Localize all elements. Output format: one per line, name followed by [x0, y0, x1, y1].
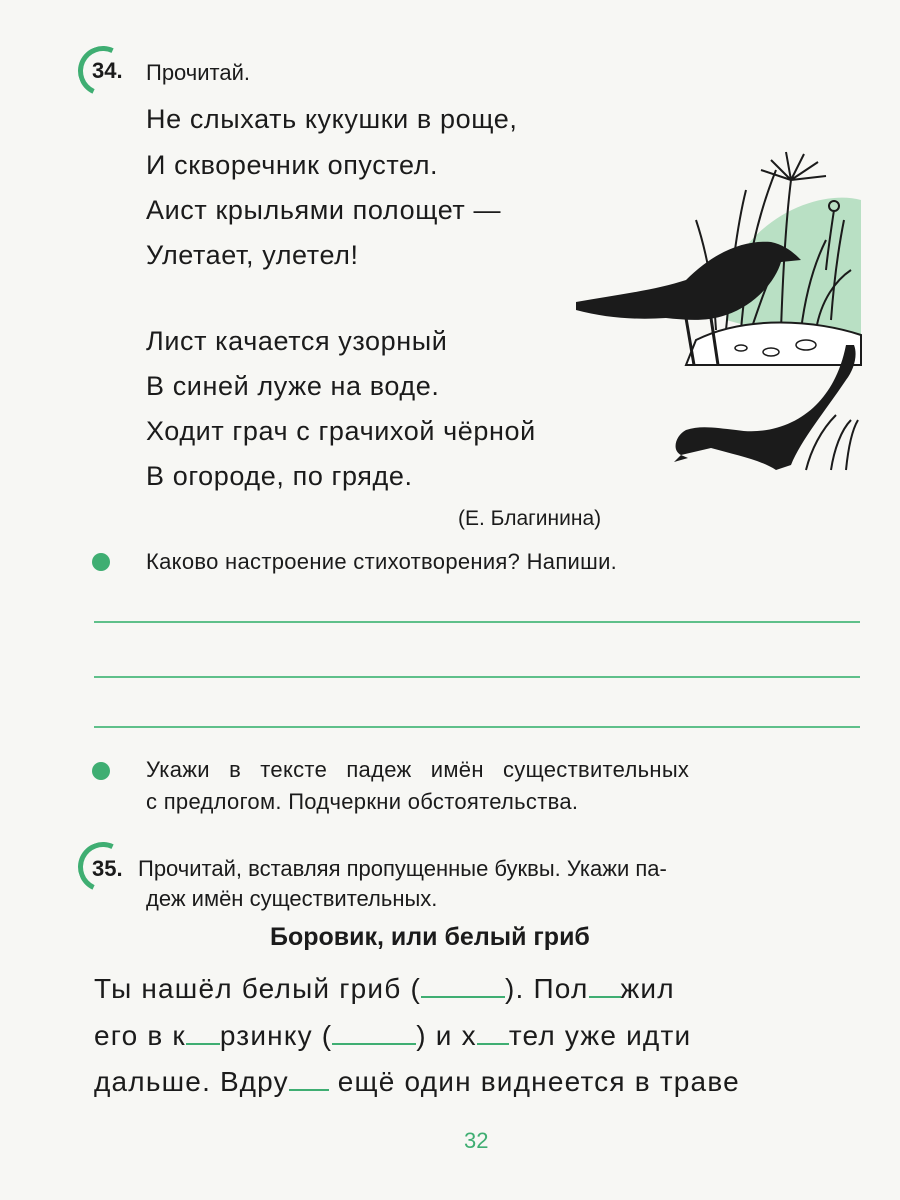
question-bullet-icon — [92, 553, 110, 571]
letter-gap[interactable] — [289, 1075, 329, 1091]
text-fragment: ). Пол — [504, 973, 589, 1004]
text-title: Боровик, или белый гриб — [270, 923, 590, 951]
poem-line: В синей луже на воде. — [146, 371, 440, 401]
answer-line[interactable] — [94, 621, 860, 623]
text-fragment: жил — [620, 973, 675, 1004]
question-case-line2: с предлогом. Подчеркни обстоятельства. — [146, 789, 579, 814]
poem-line: И скворечник опустел. — [146, 150, 439, 180]
answer-line[interactable] — [94, 676, 860, 678]
case-answer-gap[interactable] — [332, 1029, 416, 1045]
poem-line: Не слыхать кукушки в роще, — [146, 104, 518, 134]
text-fragment: рзинку ( — [219, 1020, 333, 1051]
poem-author: (Е. Благинина) — [458, 507, 602, 530]
answer-line[interactable] — [94, 726, 860, 728]
text-fragment: Ты нашёл белый гриб ( — [94, 973, 421, 1004]
letter-gap[interactable] — [186, 1029, 220, 1045]
text-fragment: ещё один виднеется в траве — [328, 1066, 740, 1097]
letter-gap[interactable] — [589, 982, 621, 998]
poem-line: Улетает, улетел! — [146, 240, 359, 270]
task-35-instruction-line2: деж имён существительных. — [146, 886, 438, 911]
case-answer-gap[interactable] — [421, 982, 505, 998]
task-35-number: 35. — [92, 856, 123, 881]
letter-gap[interactable] — [477, 1029, 509, 1045]
text-line — [94, 1066, 740, 1098]
text-fragment: дальше. Вдру — [94, 1066, 289, 1097]
question-mood: Каково настроение стихотворения? Напиши. — [146, 549, 618, 574]
question-case-line1: Укажи в тексте падеж имён существительных — [146, 757, 690, 782]
poem-line: Аист крыльями полощет — — [146, 195, 502, 225]
text-line — [94, 973, 675, 1005]
poem-line: Ходит грач с грачихой чёрной — [146, 416, 536, 446]
poem-line: В огороде, по гряде. — [146, 461, 413, 491]
rooks-birds-icon — [576, 130, 866, 490]
question-bullet-icon — [92, 762, 110, 780]
text-fragment: его в к — [94, 1020, 186, 1051]
page-number: 32 — [464, 1128, 489, 1153]
task-34-number: 34. — [92, 58, 123, 83]
poem-line: Лист качается узорный — [146, 326, 448, 356]
task-35-instruction-line1: Прочитай, вставляя пропущенные буквы. Укажи па- — [138, 856, 667, 881]
text-line — [94, 1020, 691, 1052]
text-fragment: ) и х — [416, 1020, 477, 1051]
text-fragment: тел уже идти — [508, 1020, 692, 1051]
task-34-instruction: Прочитай. — [146, 60, 251, 85]
